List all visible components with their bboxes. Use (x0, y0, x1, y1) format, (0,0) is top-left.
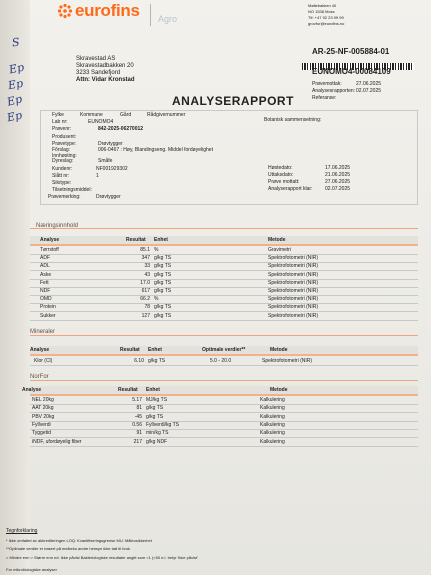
cell-analyse: Fyllverdi (32, 421, 51, 428)
section-norfor-bar (30, 374, 418, 381)
cell-enhet: Fyllverdi/kg TS (146, 421, 179, 428)
cell-enhet: min/kg TS (146, 430, 169, 437)
table-row (30, 404, 418, 412)
cell-metode: Spektrofotometri (NIR) (268, 263, 319, 270)
cell-analyse: Klor (Cl) (34, 358, 53, 364)
col-resultat: Resultat (120, 347, 140, 353)
address-line-1: Møllebakken 40 (308, 3, 337, 8)
col-resultat: Resultat (118, 387, 138, 393)
footer-title: Tegnforklaring (6, 528, 38, 534)
col-analyse: Analyse (22, 387, 42, 393)
table-row (30, 254, 418, 262)
col-metode: Metode (268, 237, 286, 243)
cell-metode: Kalkulering (260, 430, 285, 437)
cell-resultat: 81 (136, 405, 142, 412)
cell-resultat: 5.17 (132, 397, 142, 403)
address-line-3: Tlf: +47 92 23 99 99 (308, 15, 344, 20)
eunomo-number: EUNOMO4-00084109 (312, 67, 391, 76)
meta-value-forslag: 006-0467 : Høy, Blandingseng. Middel fordøyelighet (98, 147, 213, 153)
cell-metode: Spektrofotometri (NIR) (262, 358, 313, 364)
table-row (30, 295, 418, 303)
cell-enhet: g/kg NDF (146, 438, 168, 445)
division-name: Agro (158, 14, 178, 24)
meta-label-tilsetning: Tilsetningsmiddel: (52, 187, 92, 193)
cell-analyse: ADF (40, 255, 50, 262)
cell-resultat: 33 (144, 263, 150, 270)
cell-metode: Spektrofotometri (NIR) (268, 255, 319, 262)
meta-label-kundenr: Kundenr: (52, 166, 73, 172)
section-norfor-title: NorFor (30, 374, 49, 380)
cell-enhet: g/kg TS (154, 304, 172, 311)
cell-metode: Gravimetri (268, 247, 292, 253)
cell-metode: Spektrofotometri (NIR) (268, 288, 319, 294)
report-date-label: Analysesrapporten: (312, 88, 356, 94)
received-label: Prøvemottak: (312, 81, 342, 87)
cell-resultat: 17.0 (140, 279, 150, 286)
meta-value-kundenr: NF001929302 (96, 166, 128, 172)
meta-label-labnr: Lab nr: (52, 119, 68, 125)
meta-radgiver: Rådgivernummer (147, 112, 186, 118)
table-row (30, 303, 418, 311)
date-label-uttaksdato: Uttaksdato: (268, 172, 294, 178)
cell-analyse: Protein (40, 304, 56, 311)
table-row (30, 413, 418, 421)
cell-resultat: 66.2 (140, 296, 150, 303)
header-divider (150, 4, 151, 26)
cell-resultat: 91 (136, 430, 142, 437)
table-row (30, 438, 418, 446)
section-mineraler-bar (30, 329, 418, 336)
cell-analyse: NEL 20kg (32, 397, 54, 403)
date-label-klar: Analyserapport klar: (268, 186, 313, 192)
cell-enhet: % (154, 247, 159, 253)
table-row (30, 246, 418, 254)
cell-resultat: 43 (144, 271, 150, 278)
col-metode: Metode (270, 347, 288, 353)
cell-metode: Spektrofotometri (NIR) (268, 279, 319, 286)
cell-metode: Spektrofotometri (NIR) (268, 312, 319, 319)
eurofins-logo-icon (57, 3, 73, 24)
cell-resultat: 85.1 (140, 247, 150, 253)
col-enhet: Enhet (148, 347, 162, 353)
meta-label-forslag: Fôrslag: (52, 147, 71, 153)
cell-enhet: g/kg TS (146, 405, 164, 412)
date-value-mottatt: 27.06.2025 (325, 179, 351, 185)
cell-enhet: % (154, 296, 159, 303)
row-separator (30, 320, 418, 321)
company-name: eurofins (75, 1, 140, 20)
cell-analyse: ADL (40, 263, 50, 270)
cell-resultat: -45 (134, 413, 142, 420)
handwritten-note-3: Ep (6, 76, 25, 93)
date-label-mottatt: Prøve mottatt: (268, 179, 300, 185)
handwritten-note-2: Ep (7, 60, 26, 77)
meta-value-provemerking: Drøvtygger (96, 194, 121, 200)
meta-value-labnr: EUNOMO4 (88, 119, 114, 125)
cell-enhet: g/kg TS (154, 279, 172, 286)
recipient-name: Skravestad AS (76, 56, 116, 62)
meta-label-innhosting: Innhøsting: (52, 153, 77, 159)
recipient-city: 3233 Sandefjord (76, 70, 121, 76)
reference-label: Referanse: (312, 95, 337, 101)
recipient-attn: Attn: Vidar Kronstad (76, 77, 135, 83)
cell-resultat: 217 (133, 438, 142, 445)
cell-optimale: 5.0 - 20.0 (210, 358, 232, 364)
ar-number: AR-25-NF-005884-01 (312, 47, 390, 56)
meta-value-provenr: 842-2025-06270012 (98, 126, 144, 132)
col-enhet: Enhet (146, 387, 160, 393)
botanical-label: Botanisk sammensetning: (264, 117, 322, 123)
col-enhet: Enhet (154, 237, 168, 243)
cell-metode: Kalkulering (260, 397, 285, 403)
date-label-hostedato: Høstedato: (268, 165, 293, 171)
cell-resultat: 127 (141, 312, 150, 319)
report-title: ANALYSERAPPORT (172, 94, 294, 108)
report-date-value: 02.07.2025 (356, 88, 382, 94)
col-resultat: Resultat (126, 237, 146, 243)
cell-resultat: 6.10 (134, 358, 144, 364)
received-value: 27.06.2025 (356, 81, 382, 87)
table-row (30, 312, 418, 320)
cell-analyse: PBV 20kg (32, 413, 55, 420)
meta-fylke: Fylke (52, 112, 64, 118)
handwritten-note-5: Ep (5, 108, 24, 125)
cell-enhet: g/kg TS (146, 413, 164, 420)
cell-analyse: NDF (40, 288, 51, 294)
row-separator (30, 446, 418, 447)
handwritten-note-4: Ep (5, 92, 24, 109)
footer-line-2: **Optimale verdier er basert på melkeku andre hensyn ikke tatt til bruk (6, 546, 131, 551)
mineraler-header (30, 346, 418, 356)
col-optimale: Optimale verdier** (202, 347, 246, 353)
table-row (30, 421, 418, 429)
section-mineraler-title: Mineraler (30, 329, 56, 335)
footer-line-1: * Ikke omfattet av akkrediteringen LOQ: Kvantifiseringsgrense MU: Måleusikkerhet (6, 538, 152, 543)
cell-enhet: g/kg TS (154, 288, 172, 294)
meta-label-slattnr: Slått nr: (52, 173, 70, 179)
meta-value-dyreslag: Småfe (98, 158, 113, 164)
date-value-uttaksdato: 21.06.2025 (325, 172, 351, 178)
cell-metode: Spektrofotometri (NIR) (268, 296, 319, 303)
meta-label-dyreslag: Dyreslag: (52, 158, 74, 164)
address-line-4: grovfor@eurofins.no (308, 21, 345, 26)
cell-enhet: g/kg TS (154, 263, 172, 270)
recipient-street: Skravestadbakken 20 (76, 63, 134, 69)
section-naering-bar (30, 222, 418, 229)
cell-metode: Spektrofotometri (NIR) (268, 304, 319, 311)
table-row (30, 357, 418, 365)
cell-enhet: g/kg TS (154, 255, 172, 262)
table-row (30, 396, 418, 404)
cell-resultat: 0.56 (132, 421, 142, 428)
meta-label-silotype: Silotype: (52, 180, 72, 186)
cell-resultat: 78 (144, 304, 150, 311)
table-row (30, 279, 418, 287)
cell-analyse: Aske (40, 271, 52, 278)
section-naering-title: Næringsinnhold (36, 223, 79, 229)
table-row (30, 429, 418, 437)
cell-analyse: Sukker (40, 312, 56, 319)
meta-label-provetype: Prøvetype: (52, 141, 77, 147)
cell-analyse: Tørrstoff (40, 247, 59, 253)
address-line-2: NO 1538 Moss (308, 9, 335, 14)
cell-analyse: OMD (40, 296, 52, 303)
meta-value-slattnr: 1 (96, 173, 99, 179)
cell-metode: Kalkulering (260, 405, 285, 412)
footer-line-3: < Mindre enn > Større enn nd: Ikke påvist Bakteriologiske resultater angitt som <1 (<50 e.l. betyr 'ikke påvist' (6, 555, 198, 560)
meta-gard: Gård (120, 112, 132, 118)
handwritten-note-1: S (11, 35, 21, 50)
cell-resultat: 617 (141, 288, 150, 294)
col-metode: Metode (270, 387, 288, 393)
cell-metode: Kalkulering (260, 421, 285, 428)
meta-value-provetype: Drøvtygger (98, 141, 123, 147)
cell-analyse: Fett (40, 279, 49, 286)
cell-enhet: MJ/kg TS (146, 397, 168, 403)
cell-analyse: iNDF, ufordøyelig fiber (32, 438, 82, 445)
cell-analyse: AAT 20kg (32, 405, 54, 412)
table-row (30, 287, 418, 295)
cell-enhet: g/kg TS (154, 271, 172, 278)
cell-metode: Kalkulering (260, 413, 285, 420)
cell-enhet: g/kg TS (154, 312, 172, 319)
meta-label-produsent: Produsent: (52, 134, 77, 140)
col-analyse: Analyse (30, 347, 50, 353)
cell-metode: Kalkulering (260, 438, 285, 445)
meta-kommune: Kommune (80, 112, 103, 118)
cell-analyse: Tyggetid (32, 430, 51, 437)
col-analyse: Analyse (40, 237, 60, 243)
footer-line-4: For mikrobiologiske analyser (6, 567, 57, 572)
date-value-klar: 02.07.2025 (325, 186, 351, 192)
naering-header (30, 236, 418, 246)
date-value-hostedato: 17.06.2025 (325, 165, 351, 171)
norfor-header (22, 386, 418, 396)
table-row (30, 271, 418, 279)
row-separator (30, 365, 418, 366)
meta-label-provemerking: Prøvemerking: (48, 194, 81, 200)
table-row (30, 262, 418, 270)
cell-enhet: g/kg TS (148, 358, 166, 364)
cell-resultat: 347 (141, 255, 150, 262)
meta-label-provenr: Prøvenr: (52, 126, 72, 132)
cell-metode: Spektrofotometri (NIR) (268, 271, 319, 278)
